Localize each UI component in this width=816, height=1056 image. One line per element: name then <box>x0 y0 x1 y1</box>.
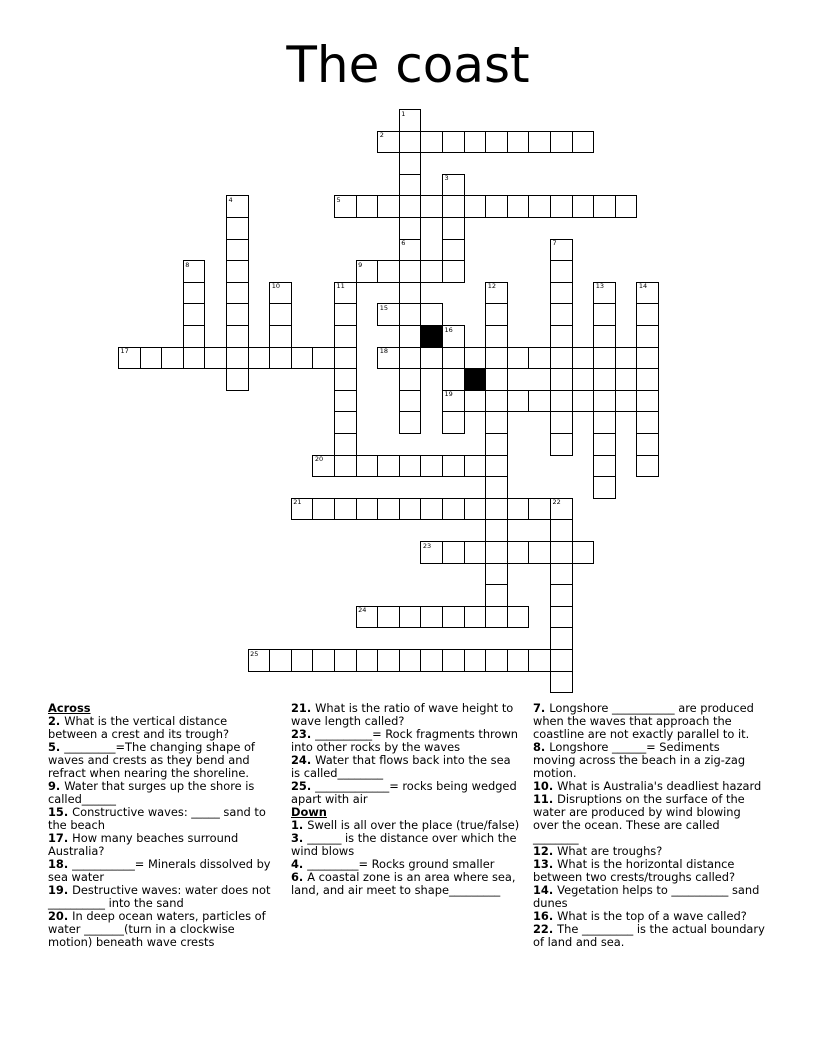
grid-cell[interactable] <box>399 195 422 218</box>
grid-cell[interactable] <box>464 390 487 413</box>
grid-cell[interactable] <box>550 541 573 564</box>
clue-item: 5. _________=The changing shape of waves and crests as they bend and refract when nearing the shoreline. <box>48 740 255 780</box>
clue-number: 10 <box>271 282 280 291</box>
grid-cell[interactable] <box>550 390 573 413</box>
grid-cell[interactable] <box>269 325 292 348</box>
grid-cell[interactable] <box>615 195 638 218</box>
clue-item: 7. Longshore ___________ are produced when the waves that approach the coastline are not exactly parallel to it. <box>533 701 754 741</box>
grid-cell[interactable] <box>528 195 551 218</box>
clue-item-number: 2. <box>48 714 65 728</box>
page-title: The coast <box>286 36 530 94</box>
grid-cell[interactable] <box>226 195 249 218</box>
clue-number: 12 <box>487 282 496 291</box>
grid-cell[interactable] <box>464 347 487 370</box>
grid-cell[interactable] <box>442 239 465 262</box>
grid-cell[interactable] <box>485 368 508 391</box>
grid-cell[interactable] <box>636 325 659 348</box>
grid-cell[interactable] <box>291 498 314 521</box>
grid-cell[interactable] <box>269 282 292 305</box>
grid-cell[interactable] <box>593 282 616 305</box>
grid-cell[interactable] <box>334 433 357 456</box>
grid-cell[interactable] <box>550 433 573 456</box>
grid-cell[interactable] <box>464 649 487 672</box>
grid-cell[interactable] <box>442 368 465 391</box>
grid-cell[interactable] <box>377 455 400 478</box>
grid-cell[interactable] <box>420 606 443 629</box>
grid-cell[interactable] <box>636 347 659 370</box>
clue-number: 2 <box>379 131 384 140</box>
grid-cell[interactable] <box>572 195 595 218</box>
grid-cell[interactable] <box>442 195 465 218</box>
grid-cell[interactable] <box>550 671 573 694</box>
grid-cell[interactable] <box>485 325 508 348</box>
grid-cell[interactable] <box>485 303 508 326</box>
clue-item: 1. Swell is all over the place (true/false) <box>291 818 520 832</box>
across-heading: Across <box>48 701 91 715</box>
grid-cell[interactable] <box>334 195 357 218</box>
grid-cell[interactable] <box>464 606 487 629</box>
clue-number: 5 <box>336 195 341 204</box>
grid-cell[interactable] <box>183 347 206 370</box>
grid-cell[interactable] <box>442 541 465 564</box>
grid-cell[interactable] <box>183 325 206 348</box>
grid-cell[interactable] <box>269 303 292 326</box>
grid-cell[interactable] <box>593 476 616 499</box>
clues-column-3 <box>533 702 765 949</box>
grid-cell[interactable] <box>485 411 508 434</box>
clue-number: 7 <box>552 239 557 248</box>
grid-cell[interactable] <box>485 584 508 607</box>
grid-cell[interactable] <box>550 411 573 434</box>
clue-item-number: 5. <box>48 740 65 754</box>
grid-cell[interactable] <box>485 606 508 629</box>
clue-item-number: 10. <box>533 779 558 793</box>
grid-cell[interactable] <box>528 347 551 370</box>
grid-cell[interactable] <box>334 411 357 434</box>
grid-cell[interactable] <box>507 498 530 521</box>
grid-cell[interactable] <box>593 455 616 478</box>
grid-cell[interactable] <box>528 541 551 564</box>
grid-cell[interactable] <box>615 390 638 413</box>
grid-cell[interactable] <box>399 411 422 434</box>
grid-cell[interactable] <box>118 347 141 370</box>
grid-cell[interactable] <box>593 433 616 456</box>
grid-cell[interactable] <box>485 649 508 672</box>
grid-cell[interactable] <box>312 649 335 672</box>
grid-cell[interactable] <box>204 347 227 370</box>
clue-item-number: 1. <box>291 818 308 832</box>
clue-item: 9. Water that surges up the shore is called______ <box>48 779 255 806</box>
grid-cell[interactable] <box>442 174 465 197</box>
clue-number: 21 <box>293 498 302 507</box>
grid-cell[interactable] <box>140 347 163 370</box>
grid-cell[interactable] <box>485 519 508 542</box>
grid-cell[interactable] <box>334 347 357 370</box>
clue-number: 15 <box>379 303 388 312</box>
clue-item-number: 15. <box>48 805 73 819</box>
clue-item: 10. What is Australia's deadliest hazard <box>533 779 762 793</box>
grid-cell[interactable] <box>550 325 573 348</box>
grid-cell[interactable] <box>399 325 422 348</box>
grid-cell[interactable] <box>226 282 249 305</box>
grid-cell[interactable] <box>312 498 335 521</box>
clue-item-number: 25. <box>291 779 316 793</box>
grid-cell[interactable] <box>442 455 465 478</box>
grid-cell[interactable] <box>464 195 487 218</box>
clue-number: 19 <box>444 390 453 399</box>
grid-cell[interactable] <box>572 390 595 413</box>
clue-item-number: 13. <box>533 857 558 871</box>
grid-cell[interactable] <box>572 541 595 564</box>
grid-cell[interactable] <box>334 498 357 521</box>
grid-cell[interactable] <box>248 649 271 672</box>
grid-cell[interactable] <box>485 347 508 370</box>
clue-item-number: 18. <box>48 857 73 871</box>
grid-cell[interactable] <box>377 303 400 326</box>
grid-cell[interactable] <box>507 131 530 154</box>
clue-item-number: 22. <box>533 922 558 936</box>
clue-item-number: 20. <box>48 909 73 923</box>
grid-cell[interactable] <box>399 455 422 478</box>
grid-cell[interactable] <box>420 649 443 672</box>
grid-cell[interactable] <box>226 325 249 348</box>
grid-cell[interactable] <box>528 649 551 672</box>
grid-cell[interactable] <box>399 260 422 283</box>
grid-cell[interactable] <box>226 260 249 283</box>
grid-cell[interactable] <box>420 131 443 154</box>
grid-cell[interactable] <box>356 498 379 521</box>
grid-cell[interactable] <box>183 282 206 305</box>
clue-item-number: 23. <box>291 727 316 741</box>
clue-number: 24 <box>358 606 367 615</box>
clue-item: 11. Disruptions on the surface of the water are produced by wind blowing over the ocean. These are called ________ <box>533 792 745 845</box>
clue-number: 18 <box>379 347 388 356</box>
grid-cell[interactable] <box>572 347 595 370</box>
clue-item-number: 6. <box>291 870 308 884</box>
clue-number: 1 <box>401 109 406 118</box>
grid-cell[interactable] <box>442 325 465 348</box>
grid-cell[interactable] <box>356 649 379 672</box>
grid-cell[interactable] <box>420 195 443 218</box>
grid-cell[interactable] <box>269 347 292 370</box>
clues-column-2 <box>291 702 521 897</box>
grid-cell[interactable] <box>550 519 573 542</box>
grid-cell[interactable] <box>356 606 379 629</box>
clue-item: 8. Longshore ______= Sediments moving across the beach in a zig-zag motion. <box>533 740 746 780</box>
grid-cell[interactable] <box>485 563 508 586</box>
grid-cell[interactable] <box>377 498 400 521</box>
grid-cell[interactable] <box>528 131 551 154</box>
grid-cell[interactable] <box>442 347 465 370</box>
grid-cell[interactable] <box>334 455 357 478</box>
grid-cell[interactable] <box>593 303 616 326</box>
grid-cell[interactable] <box>442 217 465 240</box>
clue-number: 17 <box>120 347 129 356</box>
clue-item: 25. _____________= rocks being wedged apart with air <box>291 779 517 806</box>
clue-item-number: 12. <box>533 844 558 858</box>
grid-cell[interactable] <box>464 541 487 564</box>
grid-cell[interactable] <box>312 455 335 478</box>
grid-cell[interactable] <box>550 649 573 672</box>
grid-cell[interactable] <box>269 649 292 672</box>
grid-cell[interactable] <box>485 390 508 413</box>
clue-number: 8 <box>185 260 190 269</box>
grid-cell[interactable] <box>442 498 465 521</box>
grid-cell[interactable] <box>377 260 400 283</box>
grid-cell[interactable] <box>399 174 422 197</box>
grid-cell[interactable] <box>226 368 249 391</box>
grid-cell[interactable] <box>291 649 314 672</box>
grid-cell[interactable] <box>420 303 443 326</box>
clue-number: 13 <box>595 282 604 291</box>
grid-cell[interactable] <box>377 195 400 218</box>
clue-item: 22. The _________ is the actual boundary of land and sea. <box>533 922 765 949</box>
grid-cell[interactable] <box>312 347 335 370</box>
grid-cell[interactable] <box>399 368 422 391</box>
clue-item: 23. __________= Rock fragments thrown into other rocks by the waves <box>291 727 518 754</box>
grid-cell[interactable] <box>356 455 379 478</box>
clue-number: 20 <box>314 455 324 464</box>
grid-cell[interactable] <box>442 390 465 413</box>
grid-cell[interactable] <box>442 131 465 154</box>
grid-cell[interactable] <box>550 260 573 283</box>
clue-number: 25 <box>250 649 259 658</box>
grid-cell[interactable] <box>464 131 487 154</box>
grid-cell[interactable] <box>399 498 422 521</box>
clue-item: 24. Water that flows back into the sea is called________ <box>291 753 511 780</box>
grid-cell[interactable] <box>399 606 422 629</box>
grid-cell[interactable] <box>399 347 422 370</box>
clue-number: 22 <box>552 498 561 507</box>
clue-number: 16 <box>444 325 453 334</box>
clue-item: 18. ___________= Minerals dissolved by sea water <box>48 857 271 884</box>
clue-item: 17. How many beaches surround Australia? <box>48 831 239 858</box>
clue-item: 16. What is the top of a wave called? <box>533 909 747 923</box>
grid-cell[interactable] <box>183 303 206 326</box>
clue-item-number: 14. <box>533 883 558 897</box>
grid-cell[interactable] <box>334 649 357 672</box>
grid-cell[interactable] <box>550 282 573 305</box>
grid-cell[interactable] <box>636 303 659 326</box>
grid-cell[interactable] <box>550 239 573 262</box>
grid-cell[interactable] <box>636 368 659 391</box>
grid-cell[interactable] <box>183 260 206 283</box>
clue-item: 19. Destructive waves: water does not __________ into the sand <box>48 883 271 910</box>
grid-cell[interactable] <box>550 195 573 218</box>
grid-cell[interactable] <box>399 239 422 262</box>
grid-cell[interactable] <box>377 606 400 629</box>
grid-cell[interactable] <box>507 390 530 413</box>
clue-number: 3 <box>444 174 449 183</box>
grid-cell[interactable] <box>334 368 357 391</box>
grid-cell[interactable] <box>636 390 659 413</box>
grid-cell[interactable] <box>636 282 659 305</box>
grid-cell[interactable] <box>399 649 422 672</box>
grid-cell[interactable] <box>528 390 551 413</box>
grid-cell[interactable] <box>399 217 422 240</box>
clue-number: 9 <box>358 260 363 269</box>
clue-item-number: 7. <box>533 701 550 715</box>
grid-cell[interactable] <box>485 433 508 456</box>
grid-cell[interactable] <box>377 347 400 370</box>
grid-cell[interactable] <box>399 282 422 305</box>
grid-cell[interactable] <box>485 541 508 564</box>
grid-cell[interactable] <box>226 217 249 240</box>
grid-cell[interactable] <box>593 411 616 434</box>
grid-cell[interactable] <box>226 239 249 262</box>
grid-cell[interactable] <box>485 195 508 218</box>
grid-cell[interactable] <box>593 325 616 348</box>
grid-cell[interactable] <box>636 433 659 456</box>
grid-cell[interactable] <box>420 541 443 564</box>
grid-cell[interactable] <box>593 368 616 391</box>
grid-cell[interactable] <box>636 411 659 434</box>
grid-cell[interactable] <box>550 368 573 391</box>
clue-item: 4. _________= Rocks ground smaller <box>291 857 495 871</box>
clue-item-number: 4. <box>291 857 308 871</box>
clue-number: 4 <box>228 195 233 204</box>
grid-cell[interactable] <box>442 411 465 434</box>
grid-cell[interactable] <box>572 131 595 154</box>
grid-cell[interactable] <box>550 131 573 154</box>
grid-cell[interactable] <box>420 455 443 478</box>
grid-cell[interactable] <box>420 347 443 370</box>
grid-cell[interactable] <box>442 649 465 672</box>
grid-cell[interactable] <box>550 584 573 607</box>
grid-cell[interactable] <box>399 303 422 326</box>
clue-item-number: 17. <box>48 831 73 845</box>
clue-number: 11 <box>336 282 345 291</box>
grid-cell[interactable] <box>507 195 530 218</box>
clue-item: 6. A coastal zone is an area where sea, land, and air meet to shape_________ <box>291 870 516 897</box>
grid-cell[interactable] <box>485 498 508 521</box>
grid-cell[interactable] <box>550 303 573 326</box>
clue-number: 23 <box>422 541 432 550</box>
grid-cell[interactable] <box>334 282 357 305</box>
grid-cell[interactable] <box>550 498 573 521</box>
grid-cell[interactable] <box>420 498 443 521</box>
grid-cell[interactable] <box>593 390 616 413</box>
grid-cell[interactable] <box>248 347 271 370</box>
grid-cell[interactable] <box>636 455 659 478</box>
grid-cell[interactable] <box>485 455 508 478</box>
grid-cell[interactable] <box>226 347 249 370</box>
clue-item: 13. What is the horizontal distance between two crests/troughs called? <box>533 857 736 884</box>
grid-cell[interactable] <box>399 109 422 132</box>
clue-item: 20. In deep ocean waters, particles of water _______(turn in a clockwise motion) beneath wave crests <box>48 909 266 949</box>
clue-item-number: 19. <box>48 883 73 897</box>
grid-cell[interactable] <box>485 131 508 154</box>
clue-item: 3. ______ is the distance over which the wind blows <box>291 831 517 858</box>
clue-item: 15. Constructive waves: _____ sand to the beach <box>48 805 266 832</box>
grid-cell[interactable] <box>550 606 573 629</box>
clue-item-number: 16. <box>533 909 558 923</box>
grid-cell[interactable] <box>507 347 530 370</box>
grid-cell[interactable] <box>550 627 573 650</box>
clue-item: 14. Vegetation helps to __________ sand dunes <box>533 883 760 910</box>
grid-cell[interactable] <box>593 347 616 370</box>
grid-cell[interactable] <box>399 152 422 175</box>
clue-item: 12. What are troughs? <box>533 844 663 858</box>
clue-item-number: 9. <box>48 779 65 793</box>
grid-cell[interactable] <box>356 260 379 283</box>
down-heading: Down <box>291 805 327 819</box>
grid-cell[interactable] <box>485 282 508 305</box>
grid-cell[interactable] <box>507 541 530 564</box>
grid-cell[interactable] <box>442 260 465 283</box>
grid-cell[interactable] <box>291 347 314 370</box>
clues-column-1 <box>48 702 278 949</box>
clue-item-number: 21. <box>291 701 316 715</box>
grid-cell[interactable] <box>420 260 443 283</box>
grid-cell[interactable] <box>399 390 422 413</box>
grid-cell[interactable] <box>334 303 357 326</box>
clue-item-number: 3. <box>291 831 308 845</box>
clue-item: 2. What is the vertical distance between a crest and its trough? <box>48 714 230 741</box>
grid-cell[interactable] <box>226 303 249 326</box>
clue-item-number: 24. <box>291 753 316 767</box>
grid-cell[interactable] <box>377 131 400 154</box>
grid-cell[interactable] <box>485 476 508 499</box>
grid-cell[interactable] <box>399 131 422 154</box>
clue-number: 6 <box>401 239 406 248</box>
clue-item-number: 8. <box>533 740 550 754</box>
grid-cell[interactable] <box>161 347 184 370</box>
grid-cell[interactable] <box>615 347 638 370</box>
grid-cell[interactable] <box>334 390 357 413</box>
clue-number: 14 <box>638 282 648 291</box>
grid-cell[interactable] <box>507 649 530 672</box>
grid-cell[interactable] <box>464 498 487 521</box>
clue-item: 21. What is the ratio of wave height to wave length called? <box>291 701 514 728</box>
clue-item-number: 11. <box>533 792 558 806</box>
grid-block <box>420 325 443 348</box>
grid-cell[interactable] <box>356 195 379 218</box>
grid-cell[interactable] <box>334 325 357 348</box>
grid-cell[interactable] <box>464 455 487 478</box>
grid-cell[interactable] <box>550 347 573 370</box>
grid-cell[interactable] <box>507 606 530 629</box>
grid-cell[interactable] <box>550 563 573 586</box>
grid-cell[interactable] <box>377 649 400 672</box>
grid-cell[interactable] <box>593 195 616 218</box>
grid-cell[interactable] <box>528 498 551 521</box>
grid-cell[interactable] <box>442 606 465 629</box>
grid-block <box>464 368 487 391</box>
